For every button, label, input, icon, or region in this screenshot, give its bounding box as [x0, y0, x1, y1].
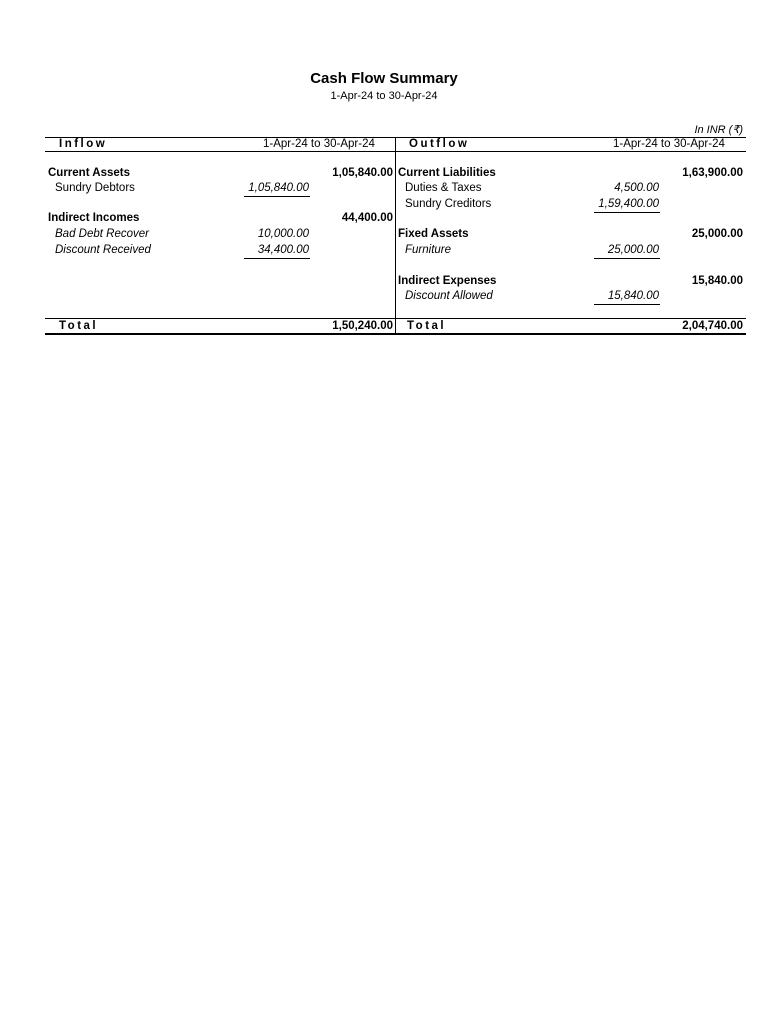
ledger-discount-received: Discount Received — [55, 244, 151, 256]
ledger-bad-debt-recover-amount: 10,000.00 — [257, 228, 309, 240]
currency-label: In INR (₹) — [694, 124, 743, 136]
group-fixed-assets: Fixed Assets — [398, 228, 469, 240]
ledger-duties-taxes-amount: 4,500.00 — [614, 182, 659, 194]
inflow-total-amount: 1,50,240.00 — [332, 320, 393, 332]
subtotal-rule — [594, 258, 660, 259]
subtotal-rule — [594, 212, 660, 213]
ledger-sundry-debtors: Sundry Debtors — [55, 182, 135, 194]
cash-flow-table — [45, 137, 746, 335]
outflow-period-header: 1-Apr-24 to 30-Apr-24 — [613, 138, 725, 150]
ledger-discount-allowed-amount: 15,840.00 — [607, 290, 659, 302]
report-period: 1-Apr-24 to 30-Apr-24 — [330, 90, 438, 102]
outflow-total-amount: 2,04,740.00 — [682, 320, 743, 332]
group-indirect-incomes-total: 44,400.00 — [341, 212, 393, 224]
group-indirect-expenses-total: 15,840.00 — [691, 275, 743, 287]
group-current-liabilities-total: 1,63,900.00 — [682, 167, 743, 179]
inflow-total-label: Total — [59, 320, 99, 332]
report-title: Cash Flow Summary — [310, 70, 458, 87]
ledger-sundry-debtors-amount: 1,05,840.00 — [248, 182, 309, 194]
inflow-header: Inflow — [59, 138, 108, 150]
group-fixed-assets-total: 25,000.00 — [691, 228, 743, 240]
outflow-total-label: Total — [407, 320, 447, 332]
ledger-sundry-creditors: Sundry Creditors — [405, 198, 492, 210]
ledger-sundry-creditors-amount: 1,59,400.00 — [598, 198, 659, 210]
subtotal-rule — [594, 304, 660, 305]
ledger-furniture-amount: 25,000.00 — [607, 244, 659, 256]
group-current-assets: Current Assets — [48, 167, 131, 179]
ledger-discount-allowed: Discount Allowed — [405, 290, 493, 302]
total-bottom-rule — [45, 333, 746, 335]
outflow-header: Outflow — [409, 138, 470, 150]
subtotal-rule — [244, 196, 310, 197]
inflow-period-header: 1-Apr-24 to 30-Apr-24 — [263, 138, 375, 150]
column-divider — [395, 137, 396, 333]
ledger-discount-received-amount: 34,400.00 — [257, 244, 309, 256]
group-indirect-incomes: Indirect Incomes — [48, 212, 140, 224]
group-indirect-expenses: Indirect Expenses — [398, 275, 497, 287]
ledger-bad-debt-recover: Bad Debt Recover — [55, 228, 149, 240]
ledger-duties-taxes: Duties & Taxes — [405, 182, 482, 194]
group-current-liabilities: Current Liabilities — [398, 167, 496, 179]
ledger-furniture: Furniture — [405, 244, 452, 256]
subtotal-rule — [244, 258, 310, 259]
group-current-assets-total: 1,05,840.00 — [332, 167, 393, 179]
